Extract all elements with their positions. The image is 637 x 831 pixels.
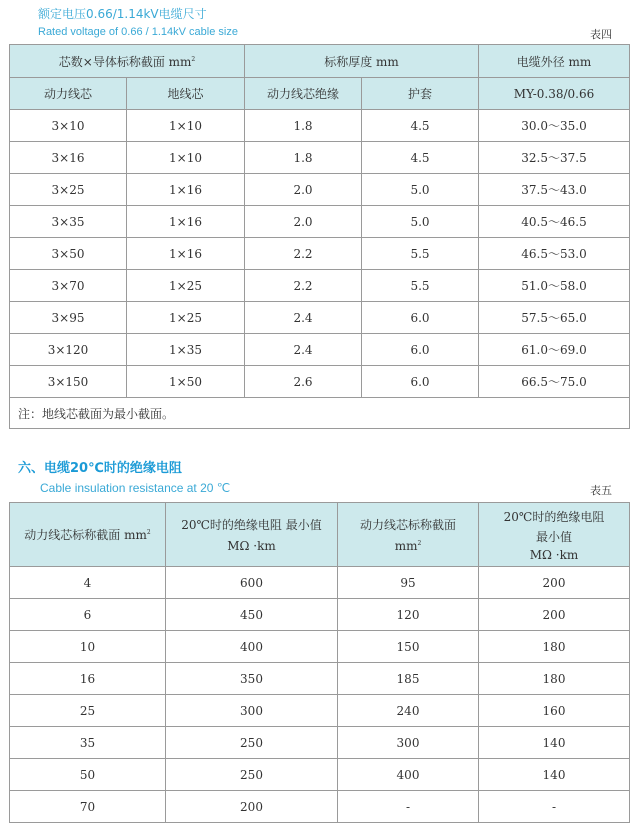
table5-cell: 300 (338, 727, 479, 759)
table5-cell: 200 (479, 599, 630, 631)
section6-subtitle: Cable insulation resistance at 20 ℃ (40, 481, 231, 495)
table5-cell: 350 (166, 663, 338, 695)
table5-cell: 150 (338, 631, 479, 663)
table4-caption-zh: 额定电压0.66/1.14kV电缆尺寸 (38, 7, 207, 21)
table4-cell: 5.0 (362, 206, 479, 238)
table4-header-diameter: 电缆外径 mm (479, 45, 630, 78)
table4-cell: 66.5～75.0 (479, 366, 630, 398)
table4-cell: 1×10 (127, 110, 245, 142)
table5-row (10, 759, 630, 791)
table4-cell: 46.5～53.0 (479, 238, 630, 270)
table4-cell: 32.5～37.5 (479, 142, 630, 174)
table5-cell: 250 (166, 727, 338, 759)
table5-cell: 185 (338, 663, 479, 695)
table5-cell: 200 (166, 791, 338, 823)
table4-cell: 1×50 (127, 366, 245, 398)
table5-header-section-2: 动力线芯标称截面 $mm^2$ (338, 503, 479, 567)
table4-cell: 2.0 (245, 174, 362, 206)
table5-cell: 600 (166, 567, 338, 599)
table4-cell: 1×35 (127, 334, 245, 366)
table4-header-power-core: 动力线芯 (10, 78, 127, 110)
table4-cell: 3×120 (10, 334, 127, 366)
table4-header-cores: 芯数×导体标称截面 $mm^2$ (10, 45, 245, 78)
table4-note: 注：地线芯截面为最小截面。 (10, 398, 630, 429)
table5-header-resistance: 20℃时的绝缘电阻 最小值 MΩ ·km (166, 503, 338, 567)
table5-cell: 4 (10, 567, 166, 599)
table5-cell: 120 (338, 599, 479, 631)
table4-row (10, 270, 630, 302)
table4-cell: 4.5 (362, 110, 479, 142)
table4-cell: 1×25 (127, 302, 245, 334)
section6-title: 六、电缆20℃时的绝缘电阻 (18, 461, 182, 476)
table4-cell: 1×16 (127, 206, 245, 238)
table5-cell: 70 (10, 791, 166, 823)
table4-cell: 3×25 (10, 174, 127, 206)
table4-cell: 1×25 (127, 270, 245, 302)
table4-cell: 4.5 (362, 142, 479, 174)
table4-cell: 6.0 (362, 334, 479, 366)
table4-caption-en: Rated voltage of 0.66 / 1.14kV cable size (38, 26, 238, 38)
table4-cell: 61.0～69.0 (479, 334, 630, 366)
table4-row (10, 206, 630, 238)
table5-row (10, 567, 630, 599)
table5-cell: 6 (10, 599, 166, 631)
table5-cell: 35 (10, 727, 166, 759)
table5-cell: 16 (10, 663, 166, 695)
table4-cell: 30.0～35.0 (479, 110, 630, 142)
table4-cell: 40.5～46.5 (479, 206, 630, 238)
table4 (9, 44, 630, 429)
table4-cell: 57.5～65.0 (479, 302, 630, 334)
table5-row (10, 791, 630, 823)
table4-cell: 51.0～58.0 (479, 270, 630, 302)
table5-row (10, 663, 630, 695)
table5-cell: 180 (479, 631, 630, 663)
table5-cell: - (479, 791, 630, 823)
table4-cell: 5.5 (362, 270, 479, 302)
table4-row (10, 110, 630, 142)
table5-cell: 50 (10, 759, 166, 791)
table5-row (10, 599, 630, 631)
table5-cell: - (338, 791, 479, 823)
table5-cell: 240 (338, 695, 479, 727)
table4-cell: 5.5 (362, 238, 479, 270)
table4-label: 表四 (590, 28, 612, 41)
table5-cell: 450 (166, 599, 338, 631)
table5-cell: 400 (338, 759, 479, 791)
table4-cell: 2.4 (245, 302, 362, 334)
table4-row (10, 302, 630, 334)
table4-header-model: MY-0.38/0.66 (479, 78, 630, 110)
table4-cell: 2.2 (245, 270, 362, 302)
table4-cell: 3×10 (10, 110, 127, 142)
table4-row (10, 174, 630, 206)
table5-row (10, 727, 630, 759)
table5-cell: 140 (479, 759, 630, 791)
table4-row (10, 238, 630, 270)
table5-cell: 300 (166, 695, 338, 727)
table4-cell: 2.4 (245, 334, 362, 366)
table4-cell: 2.0 (245, 206, 362, 238)
table4-cell: 1×16 (127, 174, 245, 206)
table4-cell: 1×10 (127, 142, 245, 174)
table4-row (10, 142, 630, 174)
table5-row (10, 631, 630, 663)
table5-cell: 25 (10, 695, 166, 727)
table4-header-insulation: 动力线芯绝缘 (245, 78, 362, 110)
table4-cell: 3×16 (10, 142, 127, 174)
table5-cell: 160 (479, 695, 630, 727)
table5-cell: 140 (479, 727, 630, 759)
table4-header-sheath: 护套 (362, 78, 479, 110)
table4-cell: 6.0 (362, 366, 479, 398)
table5-cell: 10 (10, 631, 166, 663)
table5-label: 表五 (590, 484, 612, 497)
table5-cell: 400 (166, 631, 338, 663)
table4-cell: 1.8 (245, 142, 362, 174)
table4-cell: 1.8 (245, 110, 362, 142)
table4-cell: 3×70 (10, 270, 127, 302)
table4-cell: 5.0 (362, 174, 479, 206)
table4-cell: 2.2 (245, 238, 362, 270)
table4-row (10, 334, 630, 366)
table4-header-thickness: 标称厚度 mm (245, 45, 479, 78)
table4-cell: 3×35 (10, 206, 127, 238)
table4-cell: 37.5～43.0 (479, 174, 630, 206)
table5-cell: 180 (479, 663, 630, 695)
table4-cell: 6.0 (362, 302, 479, 334)
table5 (9, 502, 630, 823)
table5-cell: 200 (479, 567, 630, 599)
table4-cell: 1×16 (127, 238, 245, 270)
table4-header-ground-core: 地线芯 (127, 78, 245, 110)
table4-cell: 3×50 (10, 238, 127, 270)
table4-cell: 3×150 (10, 366, 127, 398)
table4-row (10, 366, 630, 398)
table5-header-section: 动力线芯标称截面 $mm^2$ (10, 503, 166, 567)
table4-cell: 2.6 (245, 366, 362, 398)
table4-cell: 3×95 (10, 302, 127, 334)
table5-header-resistance-2: 20℃时的绝缘电阻 最小值 MΩ ·km (479, 503, 630, 567)
table5-row (10, 695, 630, 727)
table5-cell: 250 (166, 759, 338, 791)
table5-cell: 95 (338, 567, 479, 599)
